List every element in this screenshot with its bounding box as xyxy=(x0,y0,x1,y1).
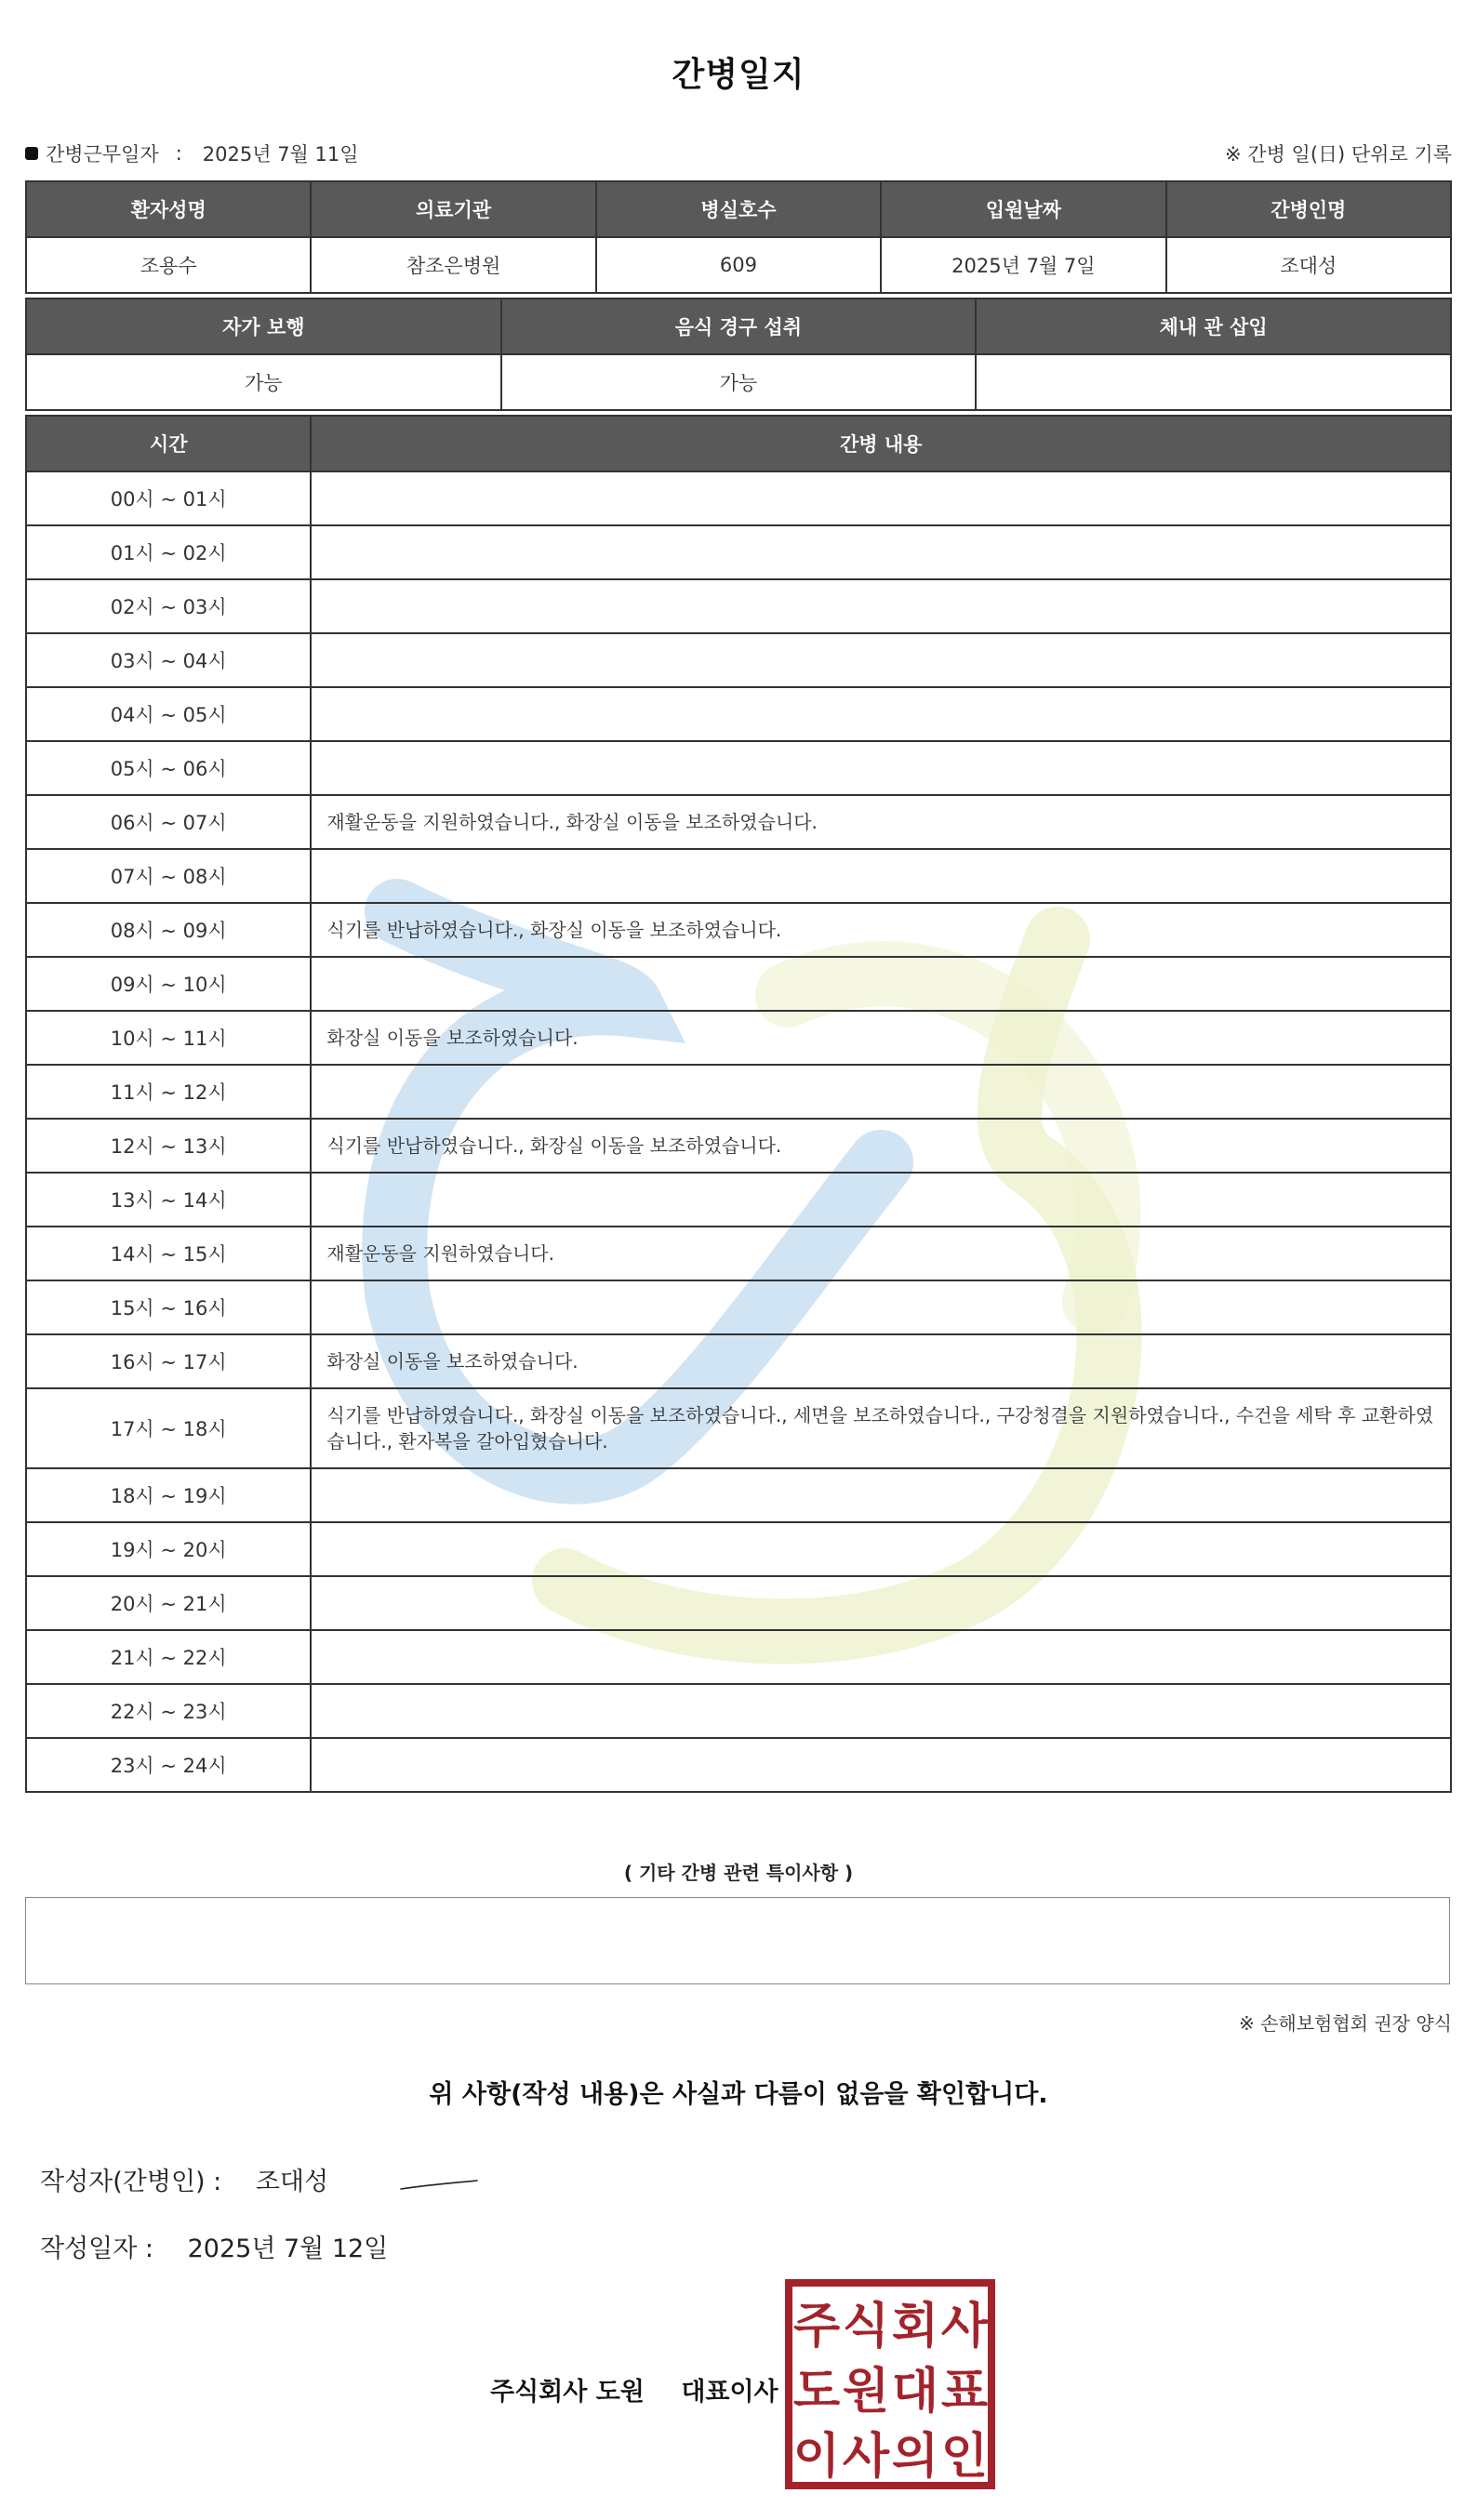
log-row xyxy=(26,1522,1451,1576)
log-content-cell xyxy=(311,1468,1451,1522)
header-oral-intake: 음식 경구 섭취 xyxy=(501,298,977,354)
log-content-cell xyxy=(311,1280,1451,1334)
log-content-cell: 재활운동을 지원하였습니다., 화장실 이동을 보조하였습니다. xyxy=(311,795,1451,849)
log-content-cell xyxy=(311,471,1451,525)
patient-status-table xyxy=(25,298,1452,411)
log-time-cell: 14시 ~ 15시 xyxy=(26,1227,311,1280)
log-content-cell: 식기를 반납하였습니다., 화장실 이동을 보조하였습니다. xyxy=(311,903,1451,957)
header-patient-name: 환자성명 xyxy=(26,181,311,237)
log-row xyxy=(26,1388,1451,1468)
header-admission-date: 입원날짜 xyxy=(881,181,1165,237)
log-row xyxy=(26,1684,1451,1738)
seal-glyph: 회 xyxy=(891,2299,939,2354)
log-content-cell xyxy=(311,1576,1451,1630)
log-content-cell xyxy=(311,1684,1451,1738)
log-content-cell xyxy=(311,1173,1451,1227)
written-date-value: 2025년 7월 12일 xyxy=(187,2235,389,2263)
written-date-label: 작성일자 : xyxy=(40,2235,154,2263)
patient-name-value: 조용수 xyxy=(26,237,311,293)
log-time-cell: 11시 ~ 12시 xyxy=(26,1065,311,1119)
log-row xyxy=(26,1334,1451,1388)
patient-status-value-row xyxy=(26,354,1451,410)
log-row xyxy=(26,1630,1451,1684)
work-date-value: 2025년 7월 11일 xyxy=(202,143,359,166)
log-time-cell: 19시 ~ 20시 xyxy=(26,1522,311,1576)
header-tube-insertion: 체내 관 삽입 xyxy=(976,298,1451,354)
work-date-row xyxy=(25,139,359,167)
log-row xyxy=(26,1280,1451,1334)
log-row xyxy=(26,1227,1451,1280)
patient-status-header-row xyxy=(26,298,1451,354)
seal-glyph: 사 xyxy=(940,2299,989,2354)
log-content-cell: 식기를 반납하였습니다., 화장실 이동을 보조하였습니다., 세면을 보조하였습니다., 구강청결을 지원하였습니다., 수건을 세탁 후 교환하였습니다., 환자복을 갈아입혔습니다. xyxy=(311,1388,1451,1468)
log-row xyxy=(26,471,1451,525)
log-time-cell: 01시 ~ 02시 xyxy=(26,525,311,579)
log-content-cell xyxy=(311,1630,1451,1684)
log-row xyxy=(26,525,1451,579)
log-row xyxy=(26,957,1451,1011)
header-time: 시간 xyxy=(26,416,311,471)
company-seal-stamp xyxy=(785,2279,995,2489)
hospital-value: 참조은병원 xyxy=(311,237,595,293)
log-content-cell xyxy=(311,633,1451,687)
seal-glyph: 주 xyxy=(792,2299,841,2354)
room-number-value: 609 xyxy=(596,237,881,293)
log-content-cell xyxy=(311,957,1451,1011)
seal-glyph: 대 xyxy=(891,2364,939,2420)
log-content-cell: 화장실 이동을 보조하였습니다. xyxy=(311,1011,1451,1065)
handwritten-signature xyxy=(397,2176,481,2195)
log-content-cell: 재활운동을 지원하였습니다. xyxy=(311,1227,1451,1280)
log-row xyxy=(26,1119,1451,1173)
log-content-cell xyxy=(311,1065,1451,1119)
seal-glyph: 인 xyxy=(940,2429,989,2485)
log-row xyxy=(26,741,1451,795)
work-date-label: 간병근무일자 xyxy=(46,143,159,166)
log-time-cell: 09시 ~ 10시 xyxy=(26,957,311,1011)
seal-glyph: 원 xyxy=(842,2364,890,2420)
confirmation-statement: 위 사항(작성 내용)은 사실과 다름이 없음을 확인합니다. xyxy=(429,2080,1048,2109)
log-content-cell xyxy=(311,849,1451,903)
log-row xyxy=(26,1468,1451,1522)
recommended-form-note: ※ 손해보험협회 권장 양식 xyxy=(1238,2012,1452,2035)
bullet-square-icon xyxy=(25,147,38,160)
admission-date-value: 2025년 7월 7일 xyxy=(881,237,1165,293)
log-row xyxy=(26,903,1451,957)
author-label: 작성자(간병인) : xyxy=(40,2168,222,2196)
log-header-row xyxy=(26,416,1451,471)
log-time-cell: 08시 ~ 09시 xyxy=(26,903,311,957)
seal-glyph: 표 xyxy=(940,2364,989,2420)
seal-glyph: 식 xyxy=(842,2299,890,2354)
log-time-cell: 15시 ~ 16시 xyxy=(26,1280,311,1334)
log-content-cell xyxy=(311,1738,1451,1792)
log-content-cell xyxy=(311,1522,1451,1576)
log-time-cell: 18시 ~ 19시 xyxy=(26,1468,311,1522)
seal-glyph: 의 xyxy=(891,2429,939,2485)
hourly-care-log-table xyxy=(25,415,1452,1793)
log-body xyxy=(26,471,1451,1792)
other-notes-title: ( 기타 간병 관련 특이사항 ) xyxy=(623,1862,854,1884)
document-title: 간병일지 xyxy=(672,56,805,94)
company-role: 대표이사 xyxy=(681,2378,778,2407)
log-time-cell: 12시 ~ 13시 xyxy=(26,1119,311,1173)
log-time-cell: 00시 ~ 01시 xyxy=(26,471,311,525)
log-time-cell: 02시 ~ 03시 xyxy=(26,579,311,633)
log-time-cell: 04시 ~ 05시 xyxy=(26,687,311,741)
author-row xyxy=(40,2161,328,2197)
log-time-cell: 10시 ~ 11시 xyxy=(26,1011,311,1065)
log-row xyxy=(26,1173,1451,1227)
log-time-cell: 07시 ~ 08시 xyxy=(26,849,311,903)
log-time-cell: 13시 ~ 14시 xyxy=(26,1173,311,1227)
log-content-cell: 화장실 이동을 보조하였습니다. xyxy=(311,1334,1451,1388)
log-time-cell: 16시 ~ 17시 xyxy=(26,1334,311,1388)
header-care-content: 간병 내용 xyxy=(311,416,1451,471)
log-time-cell: 21시 ~ 22시 xyxy=(26,1630,311,1684)
log-row xyxy=(26,849,1451,903)
log-row xyxy=(26,1065,1451,1119)
record-unit-note: ※ 간병 일(日) 단위로 기록 xyxy=(1225,143,1452,166)
log-time-cell: 20시 ~ 21시 xyxy=(26,1576,311,1630)
oral-intake-value: 가능 xyxy=(501,354,977,410)
log-time-cell: 23시 ~ 24시 xyxy=(26,1738,311,1792)
log-row xyxy=(26,795,1451,849)
header-caregiver-name: 간병인명 xyxy=(1166,181,1451,237)
header-room-number: 병실호수 xyxy=(596,181,881,237)
log-content-cell xyxy=(311,687,1451,741)
author-name: 조대성 xyxy=(255,2168,329,2196)
other-notes-box xyxy=(25,1897,1450,1984)
patient-info-header-row xyxy=(26,181,1451,237)
seal-glyph: 사 xyxy=(842,2429,890,2485)
self-walking-value: 가능 xyxy=(26,354,501,410)
log-content-cell xyxy=(311,741,1451,795)
log-row xyxy=(26,1011,1451,1065)
log-row xyxy=(26,633,1451,687)
header-self-walking: 자가 보행 xyxy=(26,298,501,354)
log-time-cell: 06시 ~ 07시 xyxy=(26,795,311,849)
log-time-cell: 03시 ~ 04시 xyxy=(26,633,311,687)
caregiver-name-value: 조대성 xyxy=(1166,237,1451,293)
header-hospital: 의료기관 xyxy=(311,181,595,237)
log-time-cell: 17시 ~ 18시 xyxy=(26,1388,311,1468)
patient-info-value-row xyxy=(26,237,1451,293)
log-row xyxy=(26,1576,1451,1630)
log-content-cell xyxy=(311,579,1451,633)
work-date-separator: : xyxy=(175,142,182,165)
log-row xyxy=(26,687,1451,741)
seal-glyph: 이 xyxy=(792,2429,841,2485)
log-time-cell: 22시 ~ 23시 xyxy=(26,1684,311,1738)
seal-glyph: 도 xyxy=(792,2364,841,2420)
log-content-cell xyxy=(311,525,1451,579)
company-signature xyxy=(490,2371,778,2407)
tube-insertion-value xyxy=(976,354,1451,410)
log-row xyxy=(26,579,1451,633)
log-row xyxy=(26,1738,1451,1792)
company-name: 주식회사 도원 xyxy=(490,2378,645,2407)
written-date-row xyxy=(40,2228,388,2264)
log-content-cell: 식기를 반납하였습니다., 화장실 이동을 보조하였습니다. xyxy=(311,1119,1451,1173)
log-time-cell: 05시 ~ 06시 xyxy=(26,741,311,795)
patient-info-table xyxy=(25,180,1452,294)
